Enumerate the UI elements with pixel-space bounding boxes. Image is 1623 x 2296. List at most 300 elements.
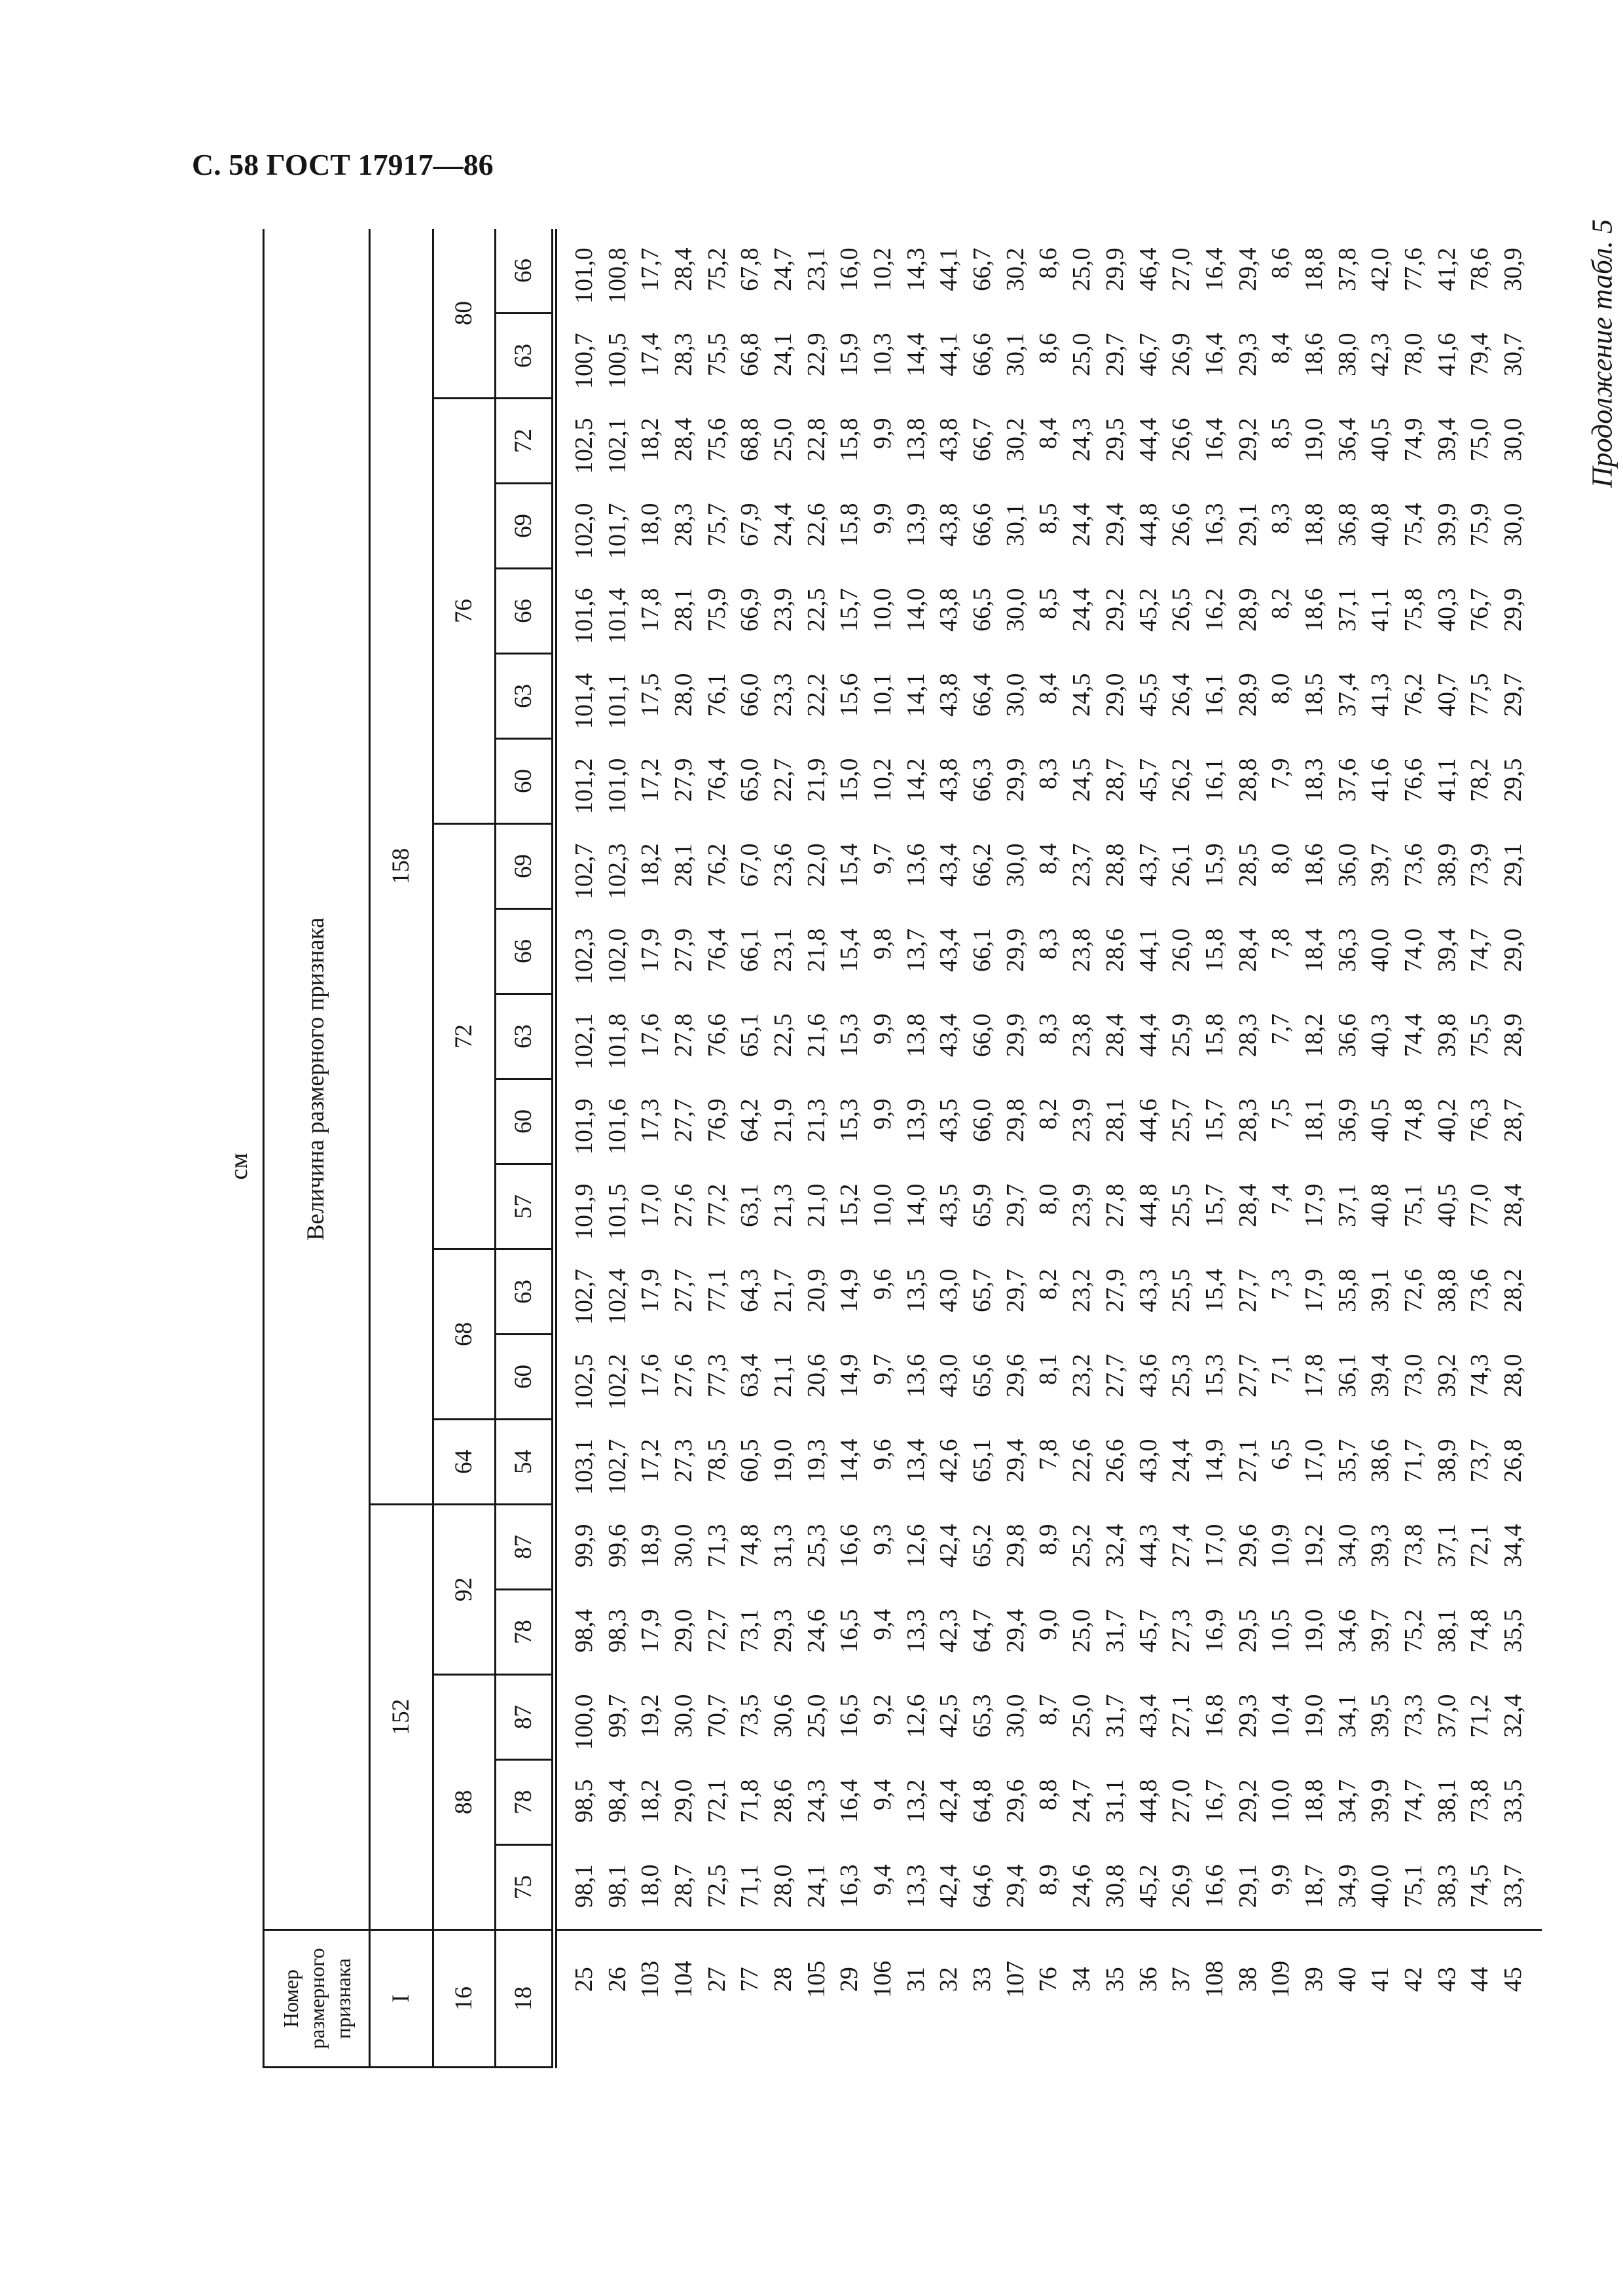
value-cell: 34,0 bbox=[1333, 1524, 1361, 1568]
value-cell: 72,5 bbox=[702, 1864, 731, 1908]
value-cell: 36,1 bbox=[1333, 1354, 1361, 1397]
value-cell: 17,3 bbox=[636, 1098, 665, 1142]
value-cell: 30,9 bbox=[1499, 247, 1527, 291]
value-cell: 9,4 bbox=[869, 1864, 897, 1895]
value-cell: 44,6 bbox=[1134, 1098, 1162, 1142]
value-cell: 75,9 bbox=[1466, 503, 1494, 547]
value-cell: 8,2 bbox=[1034, 1098, 1063, 1130]
value-cell: 75,0 bbox=[1466, 418, 1494, 461]
value-cell: 28,4 bbox=[669, 418, 697, 461]
value-cell: 9,6 bbox=[869, 1268, 897, 1300]
value-cell: 9,9 bbox=[1267, 1864, 1295, 1895]
value-cell: 30,8 bbox=[1101, 1864, 1129, 1908]
row-id-cell: 28 bbox=[767, 1930, 800, 2068]
value-cell: 27,3 bbox=[1167, 1609, 1195, 1653]
value-cell: 101,8 bbox=[603, 1013, 631, 1069]
value-cell: 27,0 bbox=[1167, 247, 1195, 291]
value-cell: 24,3 bbox=[802, 1779, 830, 1823]
spacer-row bbox=[1529, 229, 1542, 2068]
value-cell: 8,9 bbox=[1034, 1864, 1063, 1895]
value-cell: 99,7 bbox=[603, 1694, 631, 1738]
value-cell: 101,6 bbox=[570, 588, 598, 644]
value-cell: 37,1 bbox=[1432, 1524, 1461, 1568]
row-id-cell: 44 bbox=[1463, 1930, 1497, 2068]
value-cell: 28,7 bbox=[1101, 758, 1129, 802]
value-cell: 28,4 bbox=[669, 247, 697, 291]
value-cell: 21,7 bbox=[769, 1268, 797, 1312]
value-cell: 73,5 bbox=[736, 1694, 764, 1738]
value-cell: 26,9 bbox=[1167, 1864, 1195, 1908]
value-cell: 13,9 bbox=[902, 1098, 930, 1142]
value-cell: 36,4 bbox=[1333, 418, 1361, 461]
value-cell: 37,8 bbox=[1333, 247, 1361, 291]
value-cell: 41,6 bbox=[1366, 758, 1395, 802]
value-cell: 22,6 bbox=[802, 503, 830, 547]
value-cell: 21,6 bbox=[802, 1013, 830, 1057]
value-cell: 7,3 bbox=[1267, 1268, 1295, 1300]
value-cell: 64,7 bbox=[968, 1609, 996, 1653]
value-cell: 74,4 bbox=[1400, 1013, 1428, 1057]
value-cell: 43,4 bbox=[935, 1013, 963, 1057]
column-header: 87 bbox=[496, 1505, 555, 1590]
value-cell: 14,9 bbox=[835, 1354, 864, 1397]
value-cell: 13,5 bbox=[902, 1268, 930, 1312]
value-cell: 29,2 bbox=[1233, 418, 1262, 461]
spacer-cell bbox=[555, 1930, 568, 2068]
value-cell: 10,3 bbox=[869, 332, 897, 376]
value-cell: 101,6 bbox=[603, 1098, 631, 1155]
column-subgroup-header: 68 bbox=[433, 1249, 496, 1420]
value-cell: 25,0 bbox=[802, 1694, 830, 1738]
value-cell: 76,3 bbox=[1466, 1098, 1494, 1142]
value-cell: 13,6 bbox=[902, 1354, 930, 1397]
value-cell: 18,6 bbox=[1300, 588, 1328, 632]
value-cell: 21,9 bbox=[802, 758, 830, 802]
value-cell: 22,8 bbox=[802, 418, 830, 461]
row-id-cell: 39 bbox=[1298, 1930, 1331, 2068]
value-cell: 37,6 bbox=[1333, 758, 1361, 802]
value-cell: 10,2 bbox=[869, 758, 897, 802]
value-cell: 28,0 bbox=[669, 673, 697, 717]
value-cell: 9,7 bbox=[869, 1354, 897, 1385]
value-cell: 101,9 bbox=[570, 1098, 598, 1155]
value-cell: 15,8 bbox=[835, 418, 864, 461]
value-cell: 29,9 bbox=[1499, 588, 1527, 632]
value-cell: 66,8 bbox=[736, 332, 764, 376]
column-group-header: 158 bbox=[370, 229, 433, 1505]
value-cell: 25,5 bbox=[1167, 1183, 1195, 1227]
value-cell: 9,9 bbox=[869, 418, 897, 449]
value-cell: 15,6 bbox=[835, 673, 864, 717]
value-cell: 102,1 bbox=[603, 418, 631, 474]
value-cell: 39,8 bbox=[1432, 1013, 1461, 1057]
value-cell: 39,1 bbox=[1366, 1268, 1395, 1312]
value-cell: 16,4 bbox=[835, 1779, 864, 1823]
value-cell: 9,4 bbox=[869, 1609, 897, 1640]
value-cell: 9,2 bbox=[869, 1694, 897, 1725]
header-row bbox=[264, 229, 370, 2068]
table-row bbox=[667, 229, 701, 2068]
value-cell: 26,8 bbox=[1499, 1439, 1527, 1482]
value-cell: 15,4 bbox=[835, 843, 864, 887]
value-cell: 24,5 bbox=[1068, 758, 1096, 802]
value-cell: 15,8 bbox=[1200, 928, 1228, 972]
value-cell: 73,1 bbox=[736, 1609, 764, 1653]
value-cell: 71,2 bbox=[1466, 1694, 1494, 1738]
column-header: 54 bbox=[496, 1420, 555, 1505]
value-cell: 39,5 bbox=[1366, 1694, 1395, 1738]
column-subgroup-header: 80 bbox=[433, 229, 496, 399]
value-cell: 66,6 bbox=[968, 332, 996, 376]
value-cell: 26,9 bbox=[1167, 332, 1195, 376]
value-cell: 102,0 bbox=[603, 928, 631, 984]
value-cell: 24,7 bbox=[769, 247, 797, 291]
value-cell: 15,4 bbox=[835, 928, 864, 972]
value-cell: 35,8 bbox=[1333, 1268, 1361, 1312]
value-cell: 27,0 bbox=[1167, 1779, 1195, 1823]
value-cell: 76,2 bbox=[702, 843, 731, 887]
table-row bbox=[932, 229, 966, 2068]
value-cell: 26,4 bbox=[1167, 673, 1195, 717]
value-cell: 33,5 bbox=[1499, 1779, 1527, 1823]
value-cell: 45,2 bbox=[1134, 1864, 1162, 1908]
value-cell: 31,3 bbox=[769, 1524, 797, 1568]
value-cell: 43,5 bbox=[935, 1183, 963, 1227]
value-cell: 30,1 bbox=[1001, 332, 1029, 376]
value-cell: 41,2 bbox=[1432, 247, 1461, 291]
value-cell: 30,0 bbox=[1001, 673, 1029, 717]
value-cell: 28,4 bbox=[1499, 1183, 1527, 1227]
column-subgroup-header: 64 bbox=[433, 1420, 496, 1505]
value-cell: 23,2 bbox=[1068, 1354, 1096, 1397]
value-cell: 76,6 bbox=[702, 1013, 731, 1057]
value-cell: 73,6 bbox=[1400, 843, 1428, 887]
value-cell: 15,7 bbox=[1200, 1098, 1228, 1142]
value-cell: 9,0 bbox=[1034, 1609, 1063, 1640]
value-cell: 8,6 bbox=[1267, 247, 1295, 279]
value-cell: 17,6 bbox=[636, 1354, 665, 1397]
row-id-cell: 103 bbox=[634, 1930, 667, 2068]
value-cell: 26,6 bbox=[1167, 418, 1195, 461]
value-cell: 74,0 bbox=[1400, 928, 1428, 972]
value-cell: 8,5 bbox=[1267, 418, 1295, 449]
value-cell: 78,6 bbox=[1466, 247, 1494, 291]
value-cell: 17,6 bbox=[636, 1013, 665, 1057]
value-cell: 28,2 bbox=[1499, 1268, 1527, 1312]
value-cell: 74,5 bbox=[1466, 1864, 1494, 1908]
header-row bbox=[433, 229, 496, 2068]
column-header: 72 bbox=[496, 399, 555, 484]
value-cell: 14,9 bbox=[835, 1268, 864, 1312]
row-id-cell: 31 bbox=[899, 1930, 932, 2068]
value-cell: 23,9 bbox=[1068, 1098, 1096, 1142]
size-table bbox=[263, 229, 1542, 2068]
row-id-cell: 29 bbox=[833, 1930, 866, 2068]
value-cell: 29,5 bbox=[1233, 1609, 1262, 1653]
value-cell: 25,0 bbox=[1068, 1694, 1096, 1738]
value-cell: 74,9 bbox=[1400, 418, 1428, 461]
value-cell: 27,7 bbox=[669, 1268, 697, 1312]
value-cell: 101,9 bbox=[570, 1183, 598, 1240]
value-cell: 18,2 bbox=[636, 418, 665, 461]
value-cell: 28,6 bbox=[1101, 928, 1129, 972]
value-cell: 8,4 bbox=[1267, 332, 1295, 364]
value-cell: 25,7 bbox=[1167, 1098, 1195, 1142]
table-row bbox=[767, 229, 800, 2068]
value-cell: 39,4 bbox=[1432, 928, 1461, 972]
value-cell: 22,0 bbox=[802, 843, 830, 887]
value-cell: 25,5 bbox=[1167, 1268, 1195, 1312]
value-cell: 76,9 bbox=[702, 1098, 731, 1142]
value-cell: 33,7 bbox=[1499, 1864, 1527, 1908]
value-cell: 73,8 bbox=[1466, 1779, 1494, 1823]
value-cell: 40,0 bbox=[1366, 928, 1395, 972]
value-cell: 29,9 bbox=[1101, 247, 1129, 291]
row-id-cell: 26 bbox=[600, 1930, 634, 2068]
value-cell: 7,8 bbox=[1034, 1439, 1063, 1470]
value-cell: 43,0 bbox=[935, 1268, 963, 1312]
value-cell: 78,0 bbox=[1400, 332, 1428, 376]
value-cell: 70,7 bbox=[702, 1694, 731, 1738]
value-cell: 18,1 bbox=[1300, 1098, 1328, 1142]
table-row bbox=[1131, 229, 1165, 2068]
value-cell: 27,3 bbox=[669, 1439, 697, 1482]
value-cell: 19,0 bbox=[1300, 418, 1328, 461]
value-cell: 17,9 bbox=[1300, 1183, 1328, 1227]
value-cell: 43,4 bbox=[1134, 1694, 1162, 1738]
row-id-cell: 105 bbox=[799, 1930, 833, 2068]
row-id-cell: 108 bbox=[1198, 1930, 1231, 2068]
row-id-cell: 42 bbox=[1397, 1930, 1431, 2068]
value-cell: 75,8 bbox=[1400, 588, 1428, 632]
column-group-header: 152 bbox=[370, 1505, 433, 1930]
value-cell: 64,3 bbox=[736, 1268, 764, 1312]
value-cell: 35,7 bbox=[1333, 1439, 1361, 1482]
value-cell: 13,3 bbox=[902, 1864, 930, 1908]
value-cell: 9,6 bbox=[869, 1439, 897, 1470]
value-cell: 27,4 bbox=[1167, 1524, 1195, 1568]
row-id-cell: 35 bbox=[1099, 1930, 1132, 2068]
value-cell: 64,8 bbox=[968, 1779, 996, 1823]
value-cell: 42,3 bbox=[1366, 332, 1395, 376]
value-cell: 8,1 bbox=[1034, 1354, 1063, 1385]
value-cell: 25,9 bbox=[1167, 1013, 1195, 1057]
value-cell: 29,8 bbox=[1001, 1098, 1029, 1142]
value-cell: 65,2 bbox=[968, 1524, 996, 1568]
value-cell: 15,3 bbox=[1200, 1354, 1228, 1397]
value-cell: 43,0 bbox=[1134, 1439, 1162, 1482]
value-cell: 73,0 bbox=[1400, 1354, 1428, 1397]
table-head bbox=[264, 229, 555, 2068]
value-cell: 28,5 bbox=[1233, 843, 1262, 887]
value-cell: 38,6 bbox=[1366, 1439, 1395, 1482]
value-cell: 13,7 bbox=[902, 928, 930, 972]
column-header: 78 bbox=[496, 1760, 555, 1845]
value-cell: 30,0 bbox=[1001, 843, 1029, 887]
value-cell: 29,4 bbox=[1001, 1864, 1029, 1908]
value-cell: 10,0 bbox=[1267, 1779, 1295, 1823]
row-id-cell: 45 bbox=[1497, 1930, 1530, 2068]
value-cell: 38,9 bbox=[1432, 843, 1461, 887]
value-cell: 21,1 bbox=[769, 1354, 797, 1397]
value-cell: 42,0 bbox=[1366, 247, 1395, 291]
value-cell: 29,9 bbox=[1001, 1013, 1029, 1057]
value-cell: 76,7 bbox=[1466, 588, 1494, 632]
value-cell: 73,6 bbox=[1466, 1268, 1494, 1312]
value-cell: 66,0 bbox=[968, 1013, 996, 1057]
value-cell: 45,2 bbox=[1134, 588, 1162, 632]
value-cell: 21,3 bbox=[802, 1098, 830, 1142]
table-row bbox=[833, 229, 866, 2068]
value-cell: 31,1 bbox=[1101, 1779, 1129, 1823]
value-cell: 75,5 bbox=[702, 332, 731, 376]
value-cell: 73,7 bbox=[1466, 1439, 1494, 1482]
value-cell: 16,4 bbox=[1200, 247, 1228, 291]
value-cell: 75,2 bbox=[702, 247, 731, 291]
row-id-cell: 25 bbox=[568, 1930, 601, 2068]
value-cell: 102,3 bbox=[603, 843, 631, 899]
column-header: 63 bbox=[496, 654, 555, 739]
value-cell: 44,4 bbox=[1134, 1013, 1162, 1057]
value-cell: 43,0 bbox=[935, 1354, 963, 1397]
value-cell: 24,6 bbox=[1068, 1864, 1096, 1908]
value-cell: 45,7 bbox=[1134, 1609, 1162, 1653]
value-cell: 31,7 bbox=[1101, 1609, 1129, 1653]
value-cell: 27,1 bbox=[1233, 1439, 1262, 1482]
value-cell: 43,8 bbox=[935, 418, 963, 461]
table-row bbox=[799, 229, 833, 2068]
spacer-cell bbox=[1529, 229, 1542, 1930]
value-cell: 19,0 bbox=[1300, 1694, 1328, 1738]
value-cell: 29,3 bbox=[1233, 332, 1262, 376]
value-cell: 40,5 bbox=[1366, 418, 1395, 461]
value-cell: 77,5 bbox=[1466, 673, 1494, 717]
column-header: 69 bbox=[496, 824, 555, 909]
value-cell: 15,3 bbox=[835, 1098, 864, 1142]
value-cell: 77,3 bbox=[702, 1354, 731, 1397]
value-cell: 18,2 bbox=[636, 843, 665, 887]
value-cell: 29,0 bbox=[669, 1779, 697, 1823]
value-cell: 18,0 bbox=[636, 503, 665, 547]
value-cell: 74,7 bbox=[1400, 1779, 1428, 1823]
value-cell: 40,3 bbox=[1366, 1013, 1395, 1057]
value-cell: 17,8 bbox=[1300, 1354, 1328, 1397]
value-cell: 45,7 bbox=[1134, 758, 1162, 802]
value-cell: 66,2 bbox=[968, 843, 996, 887]
value-cell: 26,5 bbox=[1167, 588, 1195, 632]
value-cell: 40,2 bbox=[1432, 1098, 1461, 1142]
value-cell: 16,3 bbox=[1200, 503, 1228, 547]
value-cell: 65,7 bbox=[968, 1268, 996, 1312]
value-cell: 8,6 bbox=[1034, 247, 1063, 279]
value-cell: 27,7 bbox=[669, 1098, 697, 1142]
value-cell: 21,9 bbox=[769, 1098, 797, 1142]
value-cell: 39,9 bbox=[1432, 503, 1461, 547]
value-cell: 22,5 bbox=[769, 1013, 797, 1057]
value-cell: 37,1 bbox=[1333, 588, 1361, 632]
value-cell: 40,0 bbox=[1366, 1864, 1395, 1908]
column-header: 78 bbox=[496, 1590, 555, 1675]
value-cell: 30,0 bbox=[669, 1524, 697, 1568]
value-cell: 8,9 bbox=[1034, 1524, 1063, 1555]
value-cell: 8,4 bbox=[1034, 843, 1063, 874]
column-header: 66 bbox=[496, 229, 555, 314]
value-cell: 18,3 bbox=[1300, 758, 1328, 802]
value-cell: 22,2 bbox=[802, 673, 830, 717]
value-cell: 14,9 bbox=[1200, 1439, 1228, 1482]
value-cell: 42,6 bbox=[935, 1439, 963, 1482]
value-cell: 43,5 bbox=[935, 1098, 963, 1142]
row-id-cell: 76 bbox=[1032, 1930, 1065, 2068]
value-cell: 66,1 bbox=[736, 928, 764, 972]
value-cell: 31,7 bbox=[1101, 1694, 1129, 1738]
value-cell: 29,6 bbox=[1001, 1779, 1029, 1823]
value-cell: 29,4 bbox=[1233, 247, 1262, 291]
value-cell: 75,9 bbox=[702, 588, 731, 632]
value-cell: 46,7 bbox=[1134, 332, 1162, 376]
value-cell: 29,7 bbox=[1001, 1268, 1029, 1312]
value-cell: 10,5 bbox=[1267, 1609, 1295, 1653]
value-cell: 30,0 bbox=[669, 1694, 697, 1738]
value-cell: 23,9 bbox=[769, 588, 797, 632]
value-cell: 67,0 bbox=[736, 843, 764, 887]
value-cell: 36,8 bbox=[1333, 503, 1361, 547]
value-cell: 100,5 bbox=[603, 332, 631, 389]
value-cell: 43,6 bbox=[1134, 1354, 1162, 1397]
value-cell: 25,3 bbox=[802, 1524, 830, 1568]
value-cell: 27,8 bbox=[1101, 1183, 1129, 1227]
table-row bbox=[1330, 229, 1364, 2068]
value-cell: 23,2 bbox=[1068, 1268, 1096, 1312]
value-cell: 17,8 bbox=[636, 588, 665, 632]
value-cell: 74,8 bbox=[1400, 1098, 1428, 1142]
value-cell: 24,1 bbox=[802, 1864, 830, 1908]
column-header: 87 bbox=[496, 1675, 555, 1760]
table-row bbox=[1497, 229, 1530, 2068]
value-cell: 65,1 bbox=[736, 1013, 764, 1057]
value-cell: 14,4 bbox=[835, 1439, 864, 1482]
value-cell: 103,1 bbox=[570, 1439, 598, 1495]
value-cell: 42,5 bbox=[935, 1694, 963, 1738]
value-cell: 23,9 bbox=[1068, 1183, 1096, 1227]
value-cell: 15,3 bbox=[835, 1013, 864, 1057]
value-cell: 44,3 bbox=[1134, 1524, 1162, 1568]
value-cell: 40,5 bbox=[1366, 1098, 1395, 1142]
value-cell: 27,6 bbox=[669, 1183, 697, 1227]
value-cell: 8,5 bbox=[1034, 503, 1063, 534]
value-cell: 26,6 bbox=[1101, 1439, 1129, 1482]
value-cell: 8,2 bbox=[1034, 1268, 1063, 1300]
value-cell: 12,6 bbox=[902, 1694, 930, 1738]
value-cell: 66,3 bbox=[968, 758, 996, 802]
value-cell: 24,3 bbox=[1068, 418, 1096, 461]
value-cell: 101,2 bbox=[570, 758, 598, 814]
value-cell: 21,0 bbox=[802, 1183, 830, 1227]
value-cell: 16,9 bbox=[1200, 1609, 1228, 1653]
value-cell: 75,1 bbox=[1400, 1864, 1428, 1908]
row-id-cell: 27 bbox=[700, 1930, 733, 2068]
value-cell: 13,8 bbox=[902, 1013, 930, 1057]
value-cell: 8,5 bbox=[1034, 588, 1063, 619]
value-cell: 77,0 bbox=[1466, 1183, 1494, 1227]
value-cell: 25,0 bbox=[769, 418, 797, 461]
value-cell: 43,4 bbox=[935, 843, 963, 887]
table-row bbox=[1463, 229, 1497, 2068]
value-cell: 45,5 bbox=[1134, 673, 1162, 717]
value-cell: 16,5 bbox=[835, 1694, 864, 1738]
value-cell: 34,6 bbox=[1333, 1609, 1361, 1653]
value-cell: 65,3 bbox=[968, 1694, 996, 1738]
